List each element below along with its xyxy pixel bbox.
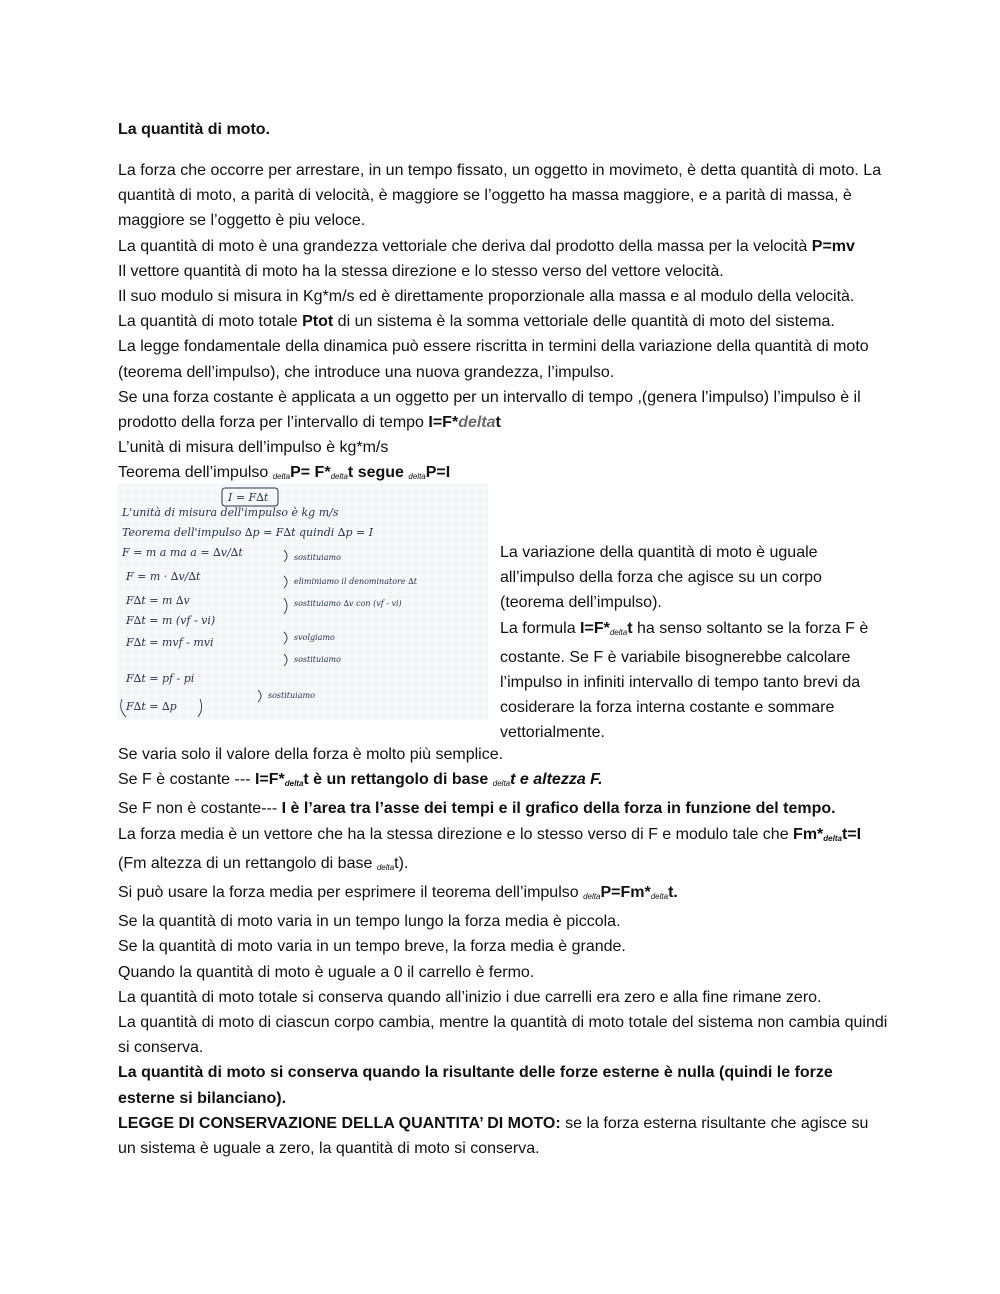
paragraph: La quantità di moto si conserva quando la risultante delle forze esterne è nulla (quindi le forze esterne si bilanciano). — [118, 1064, 833, 1107]
note-comment: eliminiamo il denominatore ∆t — [294, 577, 417, 586]
note-line: F∆t = mvf - mvi — [126, 636, 214, 649]
paragraph: La formula $I=F*_{delta}t$ ha senso soltanto se la forza F è costante. Se F è variabile bisognerebbe calcolare l’impulso in infiniti intervallo di tempo tanto brevi da cosiderare la forza interna costante e sommare vettorialmente. — [500, 619, 869, 742]
paragraph: La forza media è un vettore che ha la stessa direzione e lo stesso verso di F e modulo tale che $Fm*_{delta}t=I$ — [118, 825, 862, 843]
note-comment: sostituiamo — [294, 553, 341, 562]
note-line: Teorema dell'impulso ∆p = F∆t quindi ∆p = I — [122, 526, 374, 539]
paragraph: Se varia solo il valore della forza è molto più semplice. — [118, 746, 504, 763]
paragraph: Se F non è costante--- I è l’area tra l’asse dei tempi e il grafico della forza in funzione del tempo. — [118, 800, 836, 818]
paragraph: LEGGE DI CONSERVAZIONE DELLA QUANTITA’ DI MOTO: se la forza esterna risultante che agisce su un sistema è uguale a zero, la quantità di moto si conserva. — [118, 1114, 869, 1158]
paragraph: L’unità di misura dell’impulso è kg*m/s — [118, 439, 389, 457]
document-title: La quantità di moto. — [118, 121, 270, 138]
paragraph: La legge fondamentale della dinamica può essere riscritta in termini della variazione della quantità di moto (teorema dell’impulso), che introduce una nuova grandezza, l’impulso. — [118, 338, 869, 381]
paragraph: La variazione della quantità di moto è uguale all’impulso della forza che agisce su un corpo (teorema dell’impulso). — [500, 544, 822, 612]
note-line: F = m · ∆v/∆t — [126, 570, 201, 583]
paragraph: Se la quantità di moto varia in un tempo lungo la forza media è piccola. — [118, 913, 621, 931]
note-comment: sostituiamo ∆v con (vf - vi) — [294, 599, 402, 608]
note-comment: svolgiamo — [294, 633, 335, 642]
paragraph: Se una forza costante è applicata a un oggetto per un intervallo di tempo ,(genera l’impulso) l’impulso è il prodotto della forza per l’intervallo di tempo I=F*deltat — [118, 388, 861, 432]
paragraph: La quantità di moto è una grandezza vettoriale che deriva dal prodotto della massa per la velocità P=mv — [118, 237, 855, 255]
handwritten-notes-image — [118, 484, 488, 720]
paragraph: La quantità di moto totale Ptot di un sistema è la somma vettoriale delle quantità di moto del sistema. — [118, 313, 835, 331]
bottom-section — [118, 742, 888, 1161]
intro-section — [118, 158, 888, 490]
side-paragraphs — [500, 540, 888, 746]
note-line: F∆t = ∆p — [126, 700, 177, 713]
note-line: F∆t = m (vf - vi) — [126, 614, 216, 627]
paragraph: Il vettore quantità di moto ha la stessa direzione e lo stesso verso del vettore velocità. — [118, 262, 724, 280]
note-line: L'unità di misura dell'impulso è kg m/s — [122, 506, 339, 519]
note-comment: sostituiamo — [294, 655, 341, 664]
paragraph: Se F è costante --- $I=F*_{delta}t$ è un rettangolo di base $_{delta}$t e altezza F. — [118, 771, 603, 789]
paragraph: Quando la quantità di moto è uguale a 0 il carrello è fermo. — [118, 963, 535, 981]
paragraph: La quantità di moto di ciascun corpo cambia, mentre la quantità di moto totale del sistema non cambia quindi si conserva. — [118, 1014, 888, 1057]
note-comment: sostituiamo — [268, 691, 315, 700]
paragraph: Se la quantità di moto varia in un tempo breve, la forza media è grande. — [118, 938, 626, 956]
paragraph: La quantità di moto totale si conserva quando all’inizio i due carrelli era zero e alla fine rimane zero. — [118, 988, 822, 1006]
paragraph: Si può usare la forza media per esprimere il teorema dell’impulso $_{delta}P=Fm*_{delta}t$. — [118, 884, 678, 902]
paragraph: (Fm altezza di un rettangolo di base $_{delta}$t). — [118, 854, 409, 872]
note-line: F = m a ma a = ∆v/∆t — [122, 546, 243, 559]
note-line: I = F∆t — [228, 491, 269, 504]
note-line: F∆t = m ∆v — [126, 594, 190, 607]
paragraph: Il suo modulo si misura in Kg*m/s ed è direttamente proporzionale alla massa e al modulo della velocità. — [118, 288, 855, 306]
paragraph: Teorema dell’impulso $_{delta}P= F*_{delta}t$ segue $_{delta}$P=I — [118, 464, 451, 482]
note-line: F∆t = pf - pi — [126, 672, 195, 685]
paragraph: La forza che occorre per arrestare, in un tempo fissato, un oggetto in movimeto, è detta quantità di moto. La quantità di moto, a parità di velocità, è maggiore se l’oggetto ha massa maggiore, e a parità di massa, è maggiore se l’oggetto è piu veloce. — [118, 162, 882, 230]
